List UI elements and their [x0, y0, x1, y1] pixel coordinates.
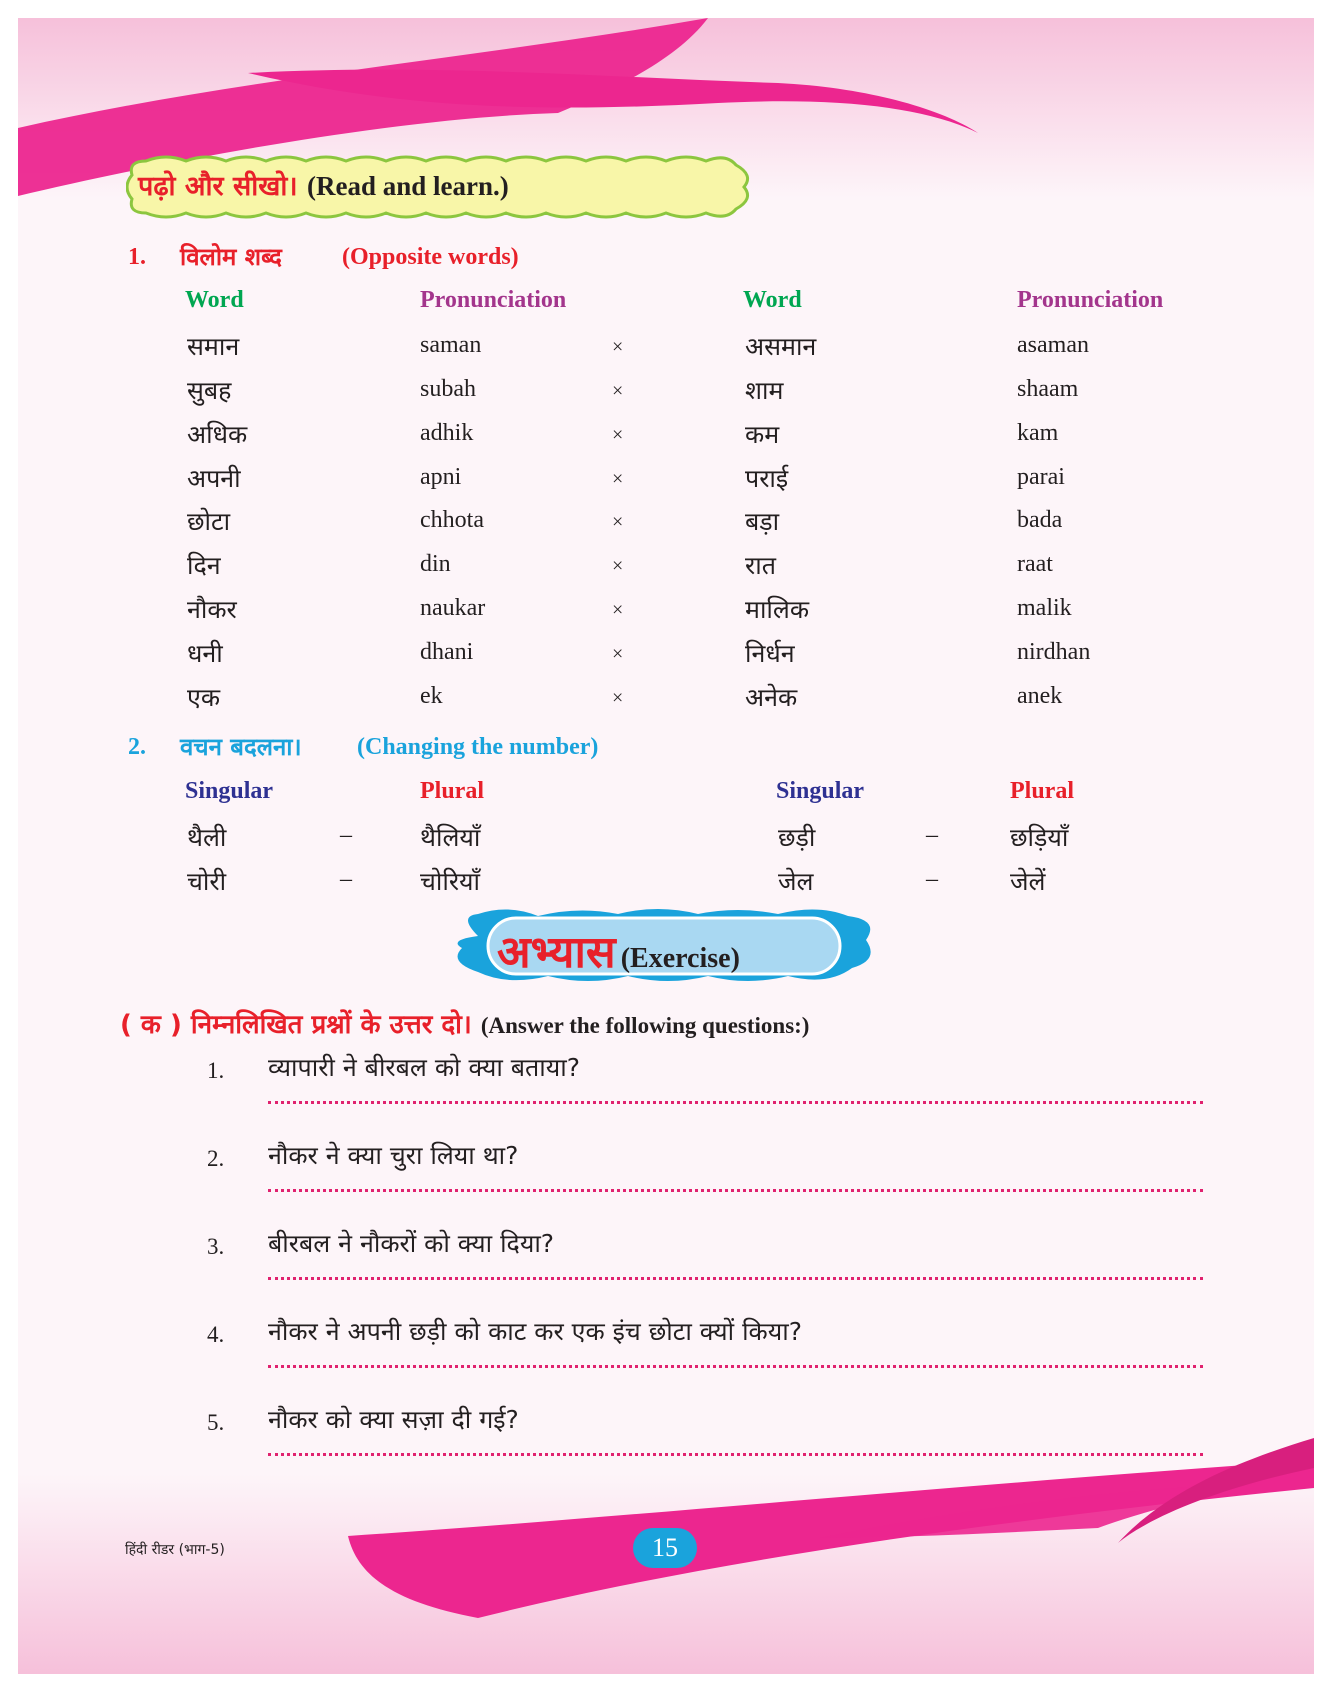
header-pronunciation-left: Pronunciation — [420, 287, 567, 313]
singular-cell: छड़ी — [778, 823, 816, 852]
opposite-word-cell: अनेक — [745, 683, 798, 712]
pronunciation-cell: saman — [420, 332, 482, 358]
opposite-pronunciation-cell: kam — [1017, 420, 1059, 446]
singular-cell: चोरी — [187, 867, 227, 896]
question-number: 1. — [207, 1058, 225, 1083]
answer-line[interactable] — [268, 1101, 1203, 1104]
banner-english: (Read and learn.) — [306, 171, 509, 201]
header-word-right: Word — [743, 287, 802, 313]
opposite-pronunciation-cell: asaman — [1017, 332, 1089, 358]
question-text: व्यापारी ने बीरबल को क्या बताया? — [268, 1053, 580, 1082]
singular-cell: थैली — [187, 823, 227, 852]
opposite-word-cell: कम — [745, 420, 780, 449]
singular-cell: जेल — [778, 867, 814, 896]
dash-separator: – — [926, 866, 938, 892]
word-cell: दिन — [187, 551, 221, 580]
word-cell: सुबह — [187, 376, 232, 405]
book-title: हिंदी रीडर (भाग-5) — [125, 1542, 225, 1558]
opposite-pronunciation-cell: nirdhan — [1017, 639, 1091, 665]
word-cell: अपनी — [187, 464, 241, 493]
answer-line[interactable] — [268, 1365, 1203, 1368]
opposite-pronunciation-cell: anek — [1017, 683, 1063, 709]
opposite-pronunciation-cell: shaam — [1017, 376, 1079, 402]
opposite-word-cell: पराई — [745, 464, 789, 493]
cross-icon: × — [612, 643, 624, 665]
word-cell: धनी — [187, 639, 223, 668]
dash-separator: – — [340, 822, 352, 848]
plural-cell: थैलियाँ — [420, 823, 481, 852]
question-text: बीरबल ने नौकरों को क्या दिया? — [268, 1229, 555, 1258]
cross-icon: × — [612, 380, 624, 402]
pronunciation-cell: chhota — [420, 507, 484, 533]
cross-icon: × — [612, 468, 624, 490]
header-word-left: Word — [185, 287, 244, 313]
exercise-hindi: अभ्यास — [497, 927, 616, 978]
word-cell: छोटा — [187, 507, 231, 536]
word-cell: नौकर — [187, 595, 237, 624]
read-and-learn-heading — [138, 166, 509, 203]
section1-english-title: (Opposite words) — [342, 244, 519, 270]
cross-icon: × — [612, 687, 624, 709]
opposite-word-cell: मालिक — [745, 595, 810, 624]
banner-hindi: पढ़ो और सीखो। — [138, 171, 298, 202]
section1-number: 1. — [128, 244, 146, 270]
question-text: नौकर ने क्या चुरा लिया था? — [268, 1141, 519, 1170]
section2-number: 2. — [128, 734, 146, 760]
opposite-word-cell: बड़ा — [745, 507, 780, 536]
plural-cell: जेलें — [1010, 867, 1046, 896]
pronunciation-cell: ek — [420, 683, 443, 709]
word-cell: एक — [187, 683, 221, 712]
questions-heading — [120, 1005, 809, 1041]
plural-cell: चोरियाँ — [420, 867, 481, 896]
question-text: नौकर ने अपनी छड़ी को काट कर एक इंच छोटा क्यों किया? — [268, 1317, 802, 1346]
cross-icon: × — [612, 424, 624, 446]
header-plural-left: Plural — [420, 778, 484, 804]
header-singular-right: Singular — [776, 778, 865, 804]
pronunciation-cell: subah — [420, 376, 476, 402]
questions-label: ( क ) — [120, 1010, 182, 1040]
plural-cell: छड़ियाँ — [1010, 823, 1069, 852]
cross-icon: × — [612, 336, 624, 358]
answer-line[interactable] — [268, 1189, 1203, 1192]
word-cell: समान — [187, 332, 240, 361]
question-number: 4. — [207, 1322, 225, 1347]
page-number: 15 — [633, 1528, 697, 1568]
questions-hindi-title: निम्नलिखित प्रश्नों के उत्तर दो। — [190, 1010, 472, 1040]
pronunciation-cell: dhani — [420, 639, 474, 665]
dash-separator: – — [926, 822, 938, 848]
question-number: 5. — [207, 1410, 225, 1435]
pronunciation-cell: naukar — [420, 595, 486, 621]
exercise-english: (Exercise) — [620, 943, 740, 974]
pronunciation-cell: din — [420, 551, 451, 577]
opposite-pronunciation-cell: bada — [1017, 507, 1063, 533]
section1-hindi-title: विलोम शब्द — [180, 243, 282, 271]
answer-line[interactable] — [268, 1277, 1203, 1280]
question-text: नौकर को क्या सज़ा दी गई? — [268, 1405, 519, 1434]
question-number: 2. — [207, 1146, 225, 1171]
cross-icon: × — [612, 555, 624, 577]
opposite-word-cell: रात — [745, 551, 776, 580]
questions-english-title: (Answer the following questions:) — [480, 1013, 810, 1038]
word-cell: अधिक — [187, 420, 248, 449]
header-plural-right: Plural — [1010, 778, 1074, 804]
opposite-pronunciation-cell: parai — [1017, 464, 1065, 490]
opposite-pronunciation-cell: malik — [1017, 595, 1072, 621]
header-singular-left: Singular — [185, 778, 274, 804]
opposite-pronunciation-cell: raat — [1017, 551, 1053, 577]
answer-line[interactable] — [268, 1453, 1203, 1456]
header-pronunciation-right: Pronunciation — [1017, 287, 1164, 313]
section2-hindi-title: वचन बदलना। — [180, 733, 302, 761]
cross-icon: × — [612, 599, 624, 621]
dash-separator: – — [340, 866, 352, 892]
exercise-heading — [497, 920, 740, 980]
opposite-word-cell: शाम — [745, 376, 784, 405]
opposite-word-cell: निर्धन — [745, 639, 795, 668]
question-number: 3. — [207, 1234, 225, 1259]
opposite-word-cell: असमान — [745, 332, 817, 361]
section2-english-title: (Changing the number) — [357, 734, 599, 760]
pronunciation-cell: adhik — [420, 420, 474, 446]
cross-icon: × — [612, 511, 624, 533]
pronunciation-cell: apni — [420, 464, 462, 490]
